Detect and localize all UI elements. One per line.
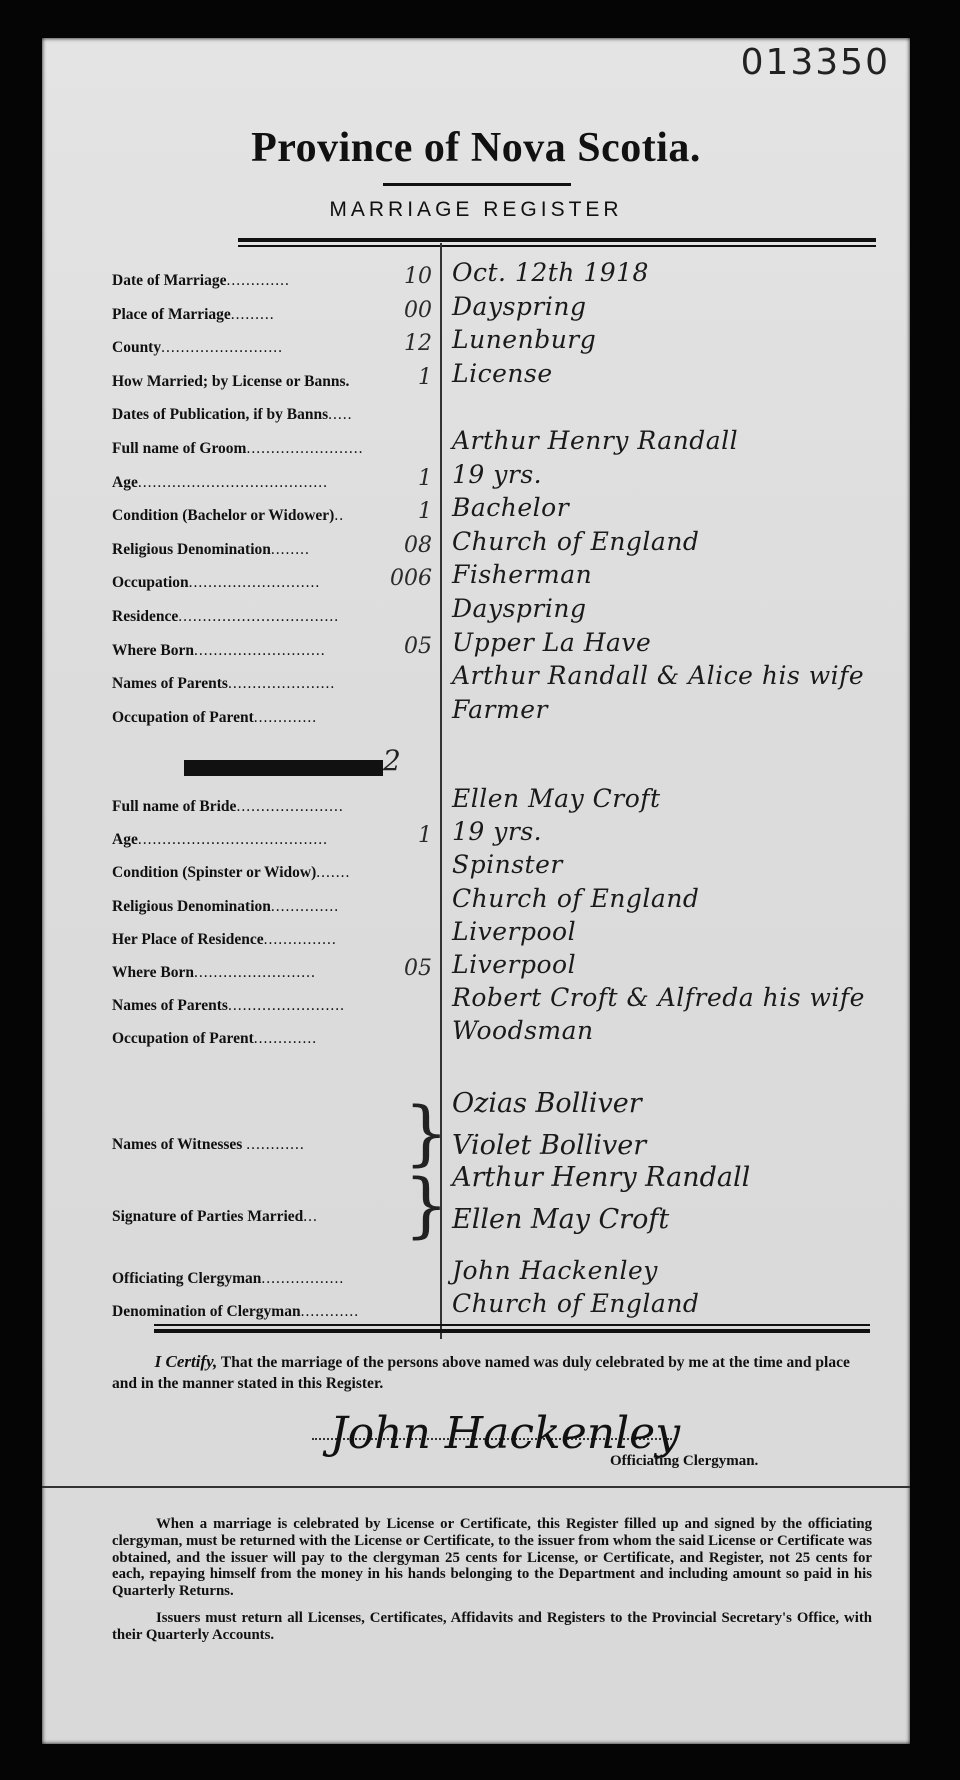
field-code: 1 — [418, 364, 432, 390]
field-code: 08 — [404, 532, 432, 558]
field-code: 00 — [404, 297, 432, 323]
field-value: Woodsman — [452, 1016, 594, 1046]
bride-section-bar — [184, 760, 383, 776]
field-label: Age....................................... — [112, 831, 328, 849]
field-label: Date of Marriage............. — [112, 272, 290, 289]
bride-section-code: 2 — [383, 744, 401, 777]
instruction-paragraph: Issuers must return all Licenses, Certificates, Affidavits and Registers to the Provincial Secretary's Office, with their Quarterly Accounts. — [112, 1609, 872, 1643]
field-value: 19 yrs. — [452, 817, 543, 847]
field-label: Occupation........................... — [112, 574, 321, 592]
witness-signature-1: Ozias Bolliver — [452, 1088, 642, 1119]
field-label: Religious Denomination.............. — [112, 897, 340, 915]
field-row — [42, 1016, 910, 1054]
field-value: 19 yrs. — [452, 459, 543, 489]
field-label: Names of Witnesses ............ — [112, 1136, 305, 1153]
clergyman-signature: John Hackenley — [330, 1408, 681, 1459]
certify-rule-thick — [154, 1329, 870, 1333]
instructions — [112, 1516, 872, 1654]
field-label: County......................... — [112, 339, 283, 357]
field-value: Spinster — [452, 850, 563, 880]
field-code: 10 — [404, 264, 432, 289]
field-value: Church of England — [452, 883, 700, 913]
field-value: Liverpool — [452, 950, 577, 979]
field-label: Occupation of Parent............. — [112, 708, 318, 726]
field-value: Arthur Henry Randall — [452, 426, 739, 455]
parties-brace: } — [404, 1164, 449, 1246]
witness-signature-2: Violet Bolliver — [452, 1130, 647, 1161]
field-value: Robert Croft & Alfreda his wife — [452, 983, 865, 1013]
field-value: License — [452, 358, 553, 388]
field-label: Officiating Clergyman................. — [112, 1270, 345, 1287]
field-value: Upper La Have — [452, 627, 652, 657]
signature-title: Officiating Clergyman. — [610, 1453, 759, 1469]
field-label: Religious Denomination........ — [112, 540, 310, 558]
field-value: Dayspring — [452, 594, 587, 623]
certify-rule — [154, 1324, 870, 1326]
field-value: John Hackenley — [452, 1256, 658, 1285]
field-value: Ellen May Croft — [452, 784, 661, 813]
bride-signature: Ellen May Croft — [452, 1204, 670, 1235]
title-underline — [383, 183, 571, 186]
field-label: Denomination of Clergyman............ — [112, 1303, 360, 1320]
page-title: Province of Nova Scotia. — [251, 125, 701, 171]
field-code: 1 — [418, 499, 432, 525]
field-row — [42, 694, 910, 733]
field-value: Farmer — [452, 694, 548, 724]
header-rule-thin — [238, 245, 876, 247]
field-value: Dayspring — [452, 291, 587, 321]
field-value: Bachelor — [452, 493, 570, 523]
field-label: Occupation of Parent............. — [112, 1030, 318, 1048]
field-label: Where Born........................... — [112, 641, 326, 659]
footer-rule — [42, 1486, 910, 1488]
field-value: Fisherman — [452, 560, 593, 590]
field-label: Dates of Publication, if by Banns..... — [112, 406, 353, 424]
register-form — [42, 38, 910, 1744]
document-number: 013350 — [740, 42, 890, 83]
field-label: Condition (Bachelor or Widower).. — [112, 507, 345, 525]
field-label: Names of Parents........................ — [112, 997, 345, 1015]
certify-lead: I Certify, — [154, 1352, 218, 1371]
field-code: 05 — [404, 956, 432, 981]
field-value: Oct. 12th 1918 — [452, 258, 649, 287]
field-label: Names of Parents...................... — [112, 675, 336, 693]
header-rule — [238, 238, 876, 242]
field-row — [42, 358, 910, 397]
field-value: Lunenburg — [452, 325, 597, 355]
field-value: Church of England — [452, 526, 700, 556]
field-label: Full name of Groom........................ — [112, 440, 364, 457]
field-value: Arthur Randall & Alice his wife — [452, 661, 865, 691]
field-label: Full name of Bride...................... — [112, 798, 344, 815]
page-subtitle: MARRIAGE REGISTER — [329, 198, 623, 221]
field-label: Residence................................. — [112, 608, 340, 625]
certification-text — [112, 1351, 872, 1394]
field-code: 006 — [390, 566, 432, 592]
witnesses-brace: } — [404, 1092, 449, 1174]
field-code: 12 — [404, 331, 432, 357]
certify-body: That the marriage of the persons above named was duly celebrated by me at the time and place and in the manner stated in this Register. — [112, 1354, 850, 1392]
field-code: 1 — [418, 465, 432, 491]
field-label: Her Place of Residence............... — [112, 930, 337, 948]
field-code: 1 — [418, 823, 432, 849]
groom-signature: Arthur Henry Randall — [452, 1162, 751, 1193]
field-label: Place of Marriage......... — [112, 305, 275, 323]
field-label: Where Born......................... — [112, 964, 316, 981]
field-label: Condition (Spinster or Widow)....... — [112, 864, 351, 882]
field-code: 05 — [404, 633, 432, 659]
field-label: Signature of Parties Married... — [112, 1208, 318, 1225]
field-row — [42, 1289, 910, 1327]
field-label: How Married; by License or Banns. — [112, 372, 350, 390]
field-value: Church of England — [452, 1289, 700, 1318]
field-label: Age....................................... — [112, 473, 328, 491]
instruction-paragraph: When a marriage is celebrated by License or Certificate, this Register filled up and signed by the officiating clergyman, must be returned with the License or Certificate, to the issuer from whom the said License or Certificate was obtained, and the issuer will pay to the clergyman 25 cents for License, or Certificate, and Register, not 25 cents for each, repaying himself from the money in his hands belonging to the Department and including amount so paid in his Quarterly Returns. — [112, 1516, 872, 1600]
field-value: Liverpool — [452, 916, 577, 946]
